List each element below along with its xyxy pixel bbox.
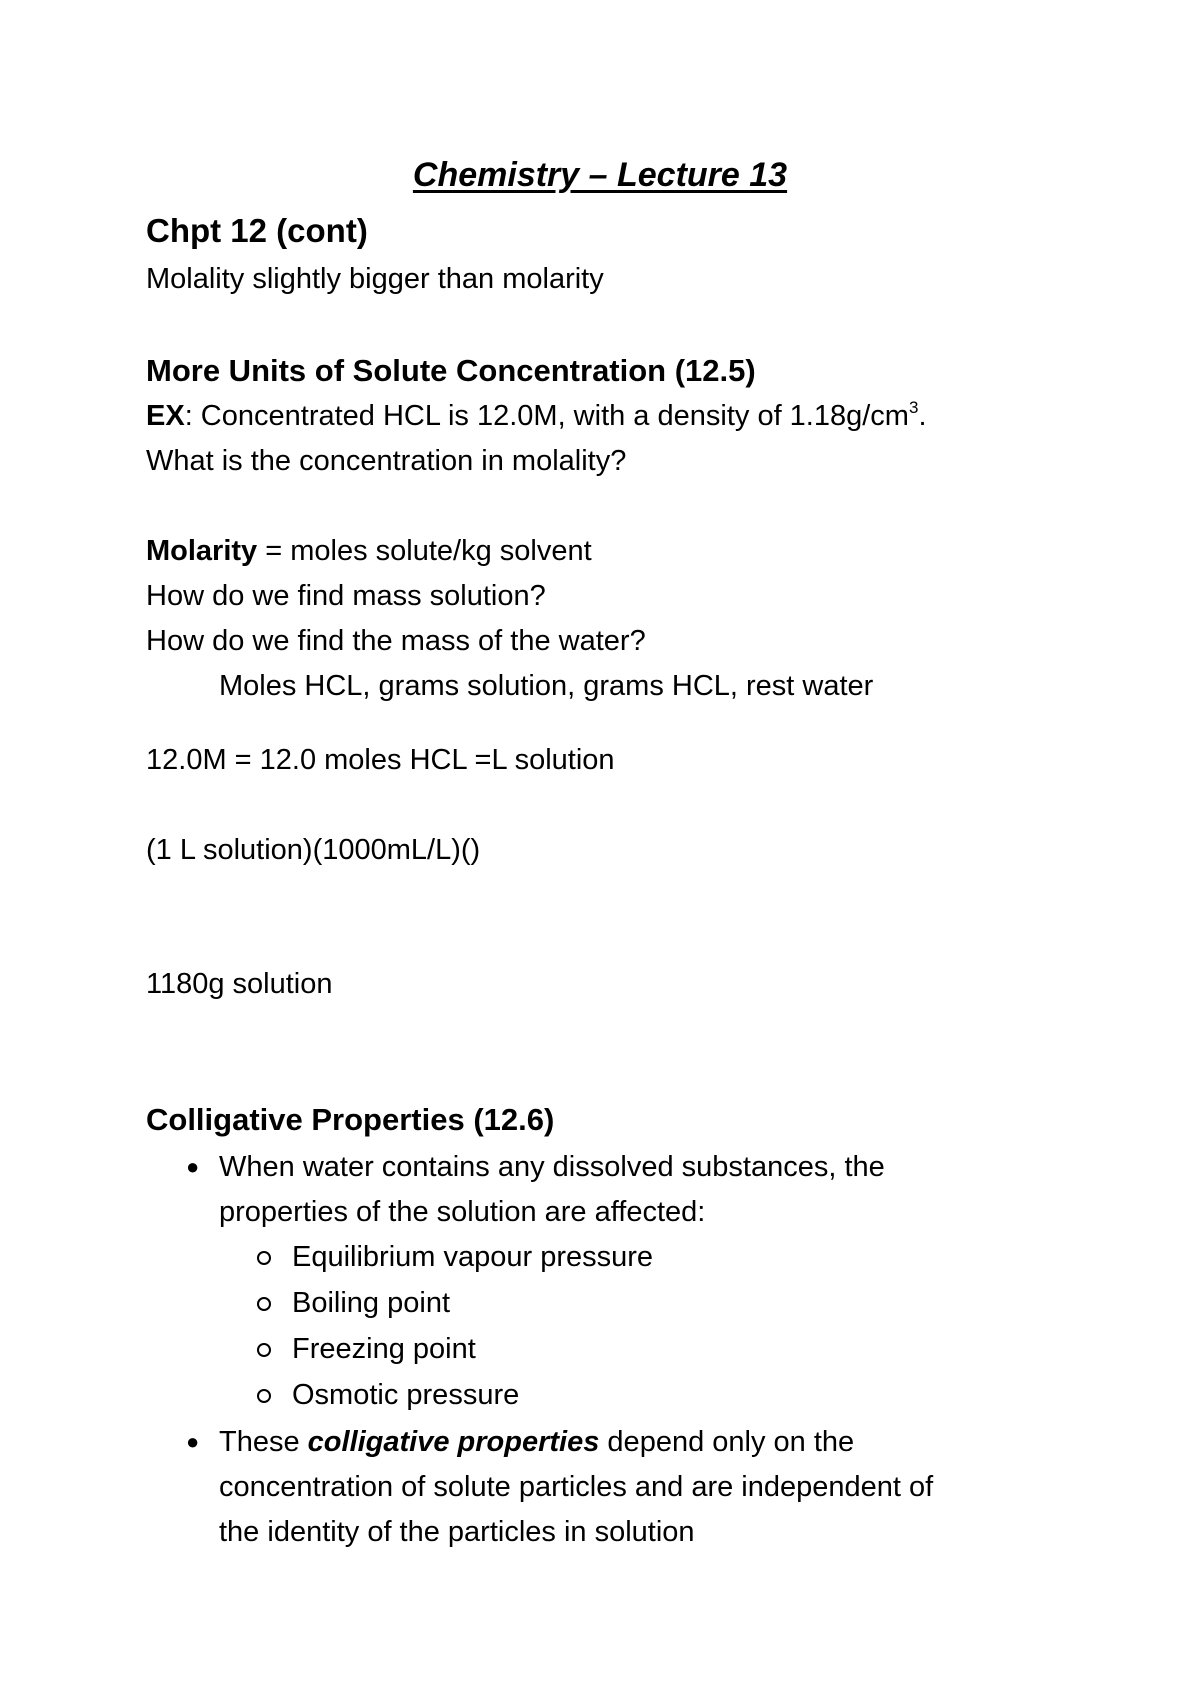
bullet1-line1: When water contains any dissolved substances, the <box>219 1151 885 1183</box>
page-title: Chemistry – Lecture 13 <box>412 156 788 194</box>
question-mass-solution: How do we find mass solution? <box>146 580 546 612</box>
sub-item: Freezing point <box>292 1333 476 1365</box>
sub-item: Boiling point <box>292 1287 450 1319</box>
example-line <box>146 398 927 434</box>
bullet-icon: ● <box>186 1154 200 1179</box>
steps-line: Moles HCL, grams solution, grams HCL, rest water <box>219 670 874 702</box>
sub-item: Equilibrium vapour pressure <box>292 1241 654 1273</box>
example-superscript: 3 <box>908 398 919 417</box>
definition-term: Molarity <box>146 535 258 567</box>
example-text: : Concentrated HCL is 12.0M, with a density of 1.18g/cm <box>184 400 909 432</box>
bullet-icon: ● <box>186 1429 200 1454</box>
section2-heading: Colligative Properties (12.6) <box>146 1102 555 1137</box>
example-label: EX <box>146 400 185 432</box>
circle-bullet-icon <box>257 1343 271 1357</box>
equation-conversion: (1 L solution)(1000mL/L)() <box>146 834 481 866</box>
definition-line <box>146 533 592 569</box>
definition-text: = moles solute/kg solvent <box>257 535 592 567</box>
bullet1-line2: properties of the solution are affected: <box>219 1196 706 1228</box>
bullet2-line3: the identity of the particles in solution <box>219 1516 695 1548</box>
bullet2-line1 <box>219 1424 854 1460</box>
bullet2-emphasis: colligative properties <box>307 1426 600 1458</box>
bullet2-post: depend only on the <box>599 1426 855 1458</box>
bullet2-line2: concentration of solute particles and are independent of <box>219 1471 934 1503</box>
circle-bullet-icon <box>257 1389 271 1403</box>
sub-item: Osmotic pressure <box>292 1379 520 1411</box>
equation-molarity: 12.0M = 12.0 moles HCL =L solution <box>146 744 615 776</box>
bullet2-pre: These <box>219 1426 308 1458</box>
example-question: What is the concentration in molality? <box>146 445 627 477</box>
chapter-heading: Chpt 12 (cont) <box>146 212 368 249</box>
section1-heading: More Units of Solute Concentration (12.5) <box>146 353 756 388</box>
result-line: 1180g solution <box>146 968 333 1000</box>
circle-bullet-icon <box>257 1251 271 1265</box>
chapter-note: Molality slightly bigger than molarity <box>146 263 604 295</box>
circle-bullet-icon <box>257 1297 271 1311</box>
question-mass-water: How do we find the mass of the water? <box>146 625 646 657</box>
example-end: . <box>918 400 927 432</box>
